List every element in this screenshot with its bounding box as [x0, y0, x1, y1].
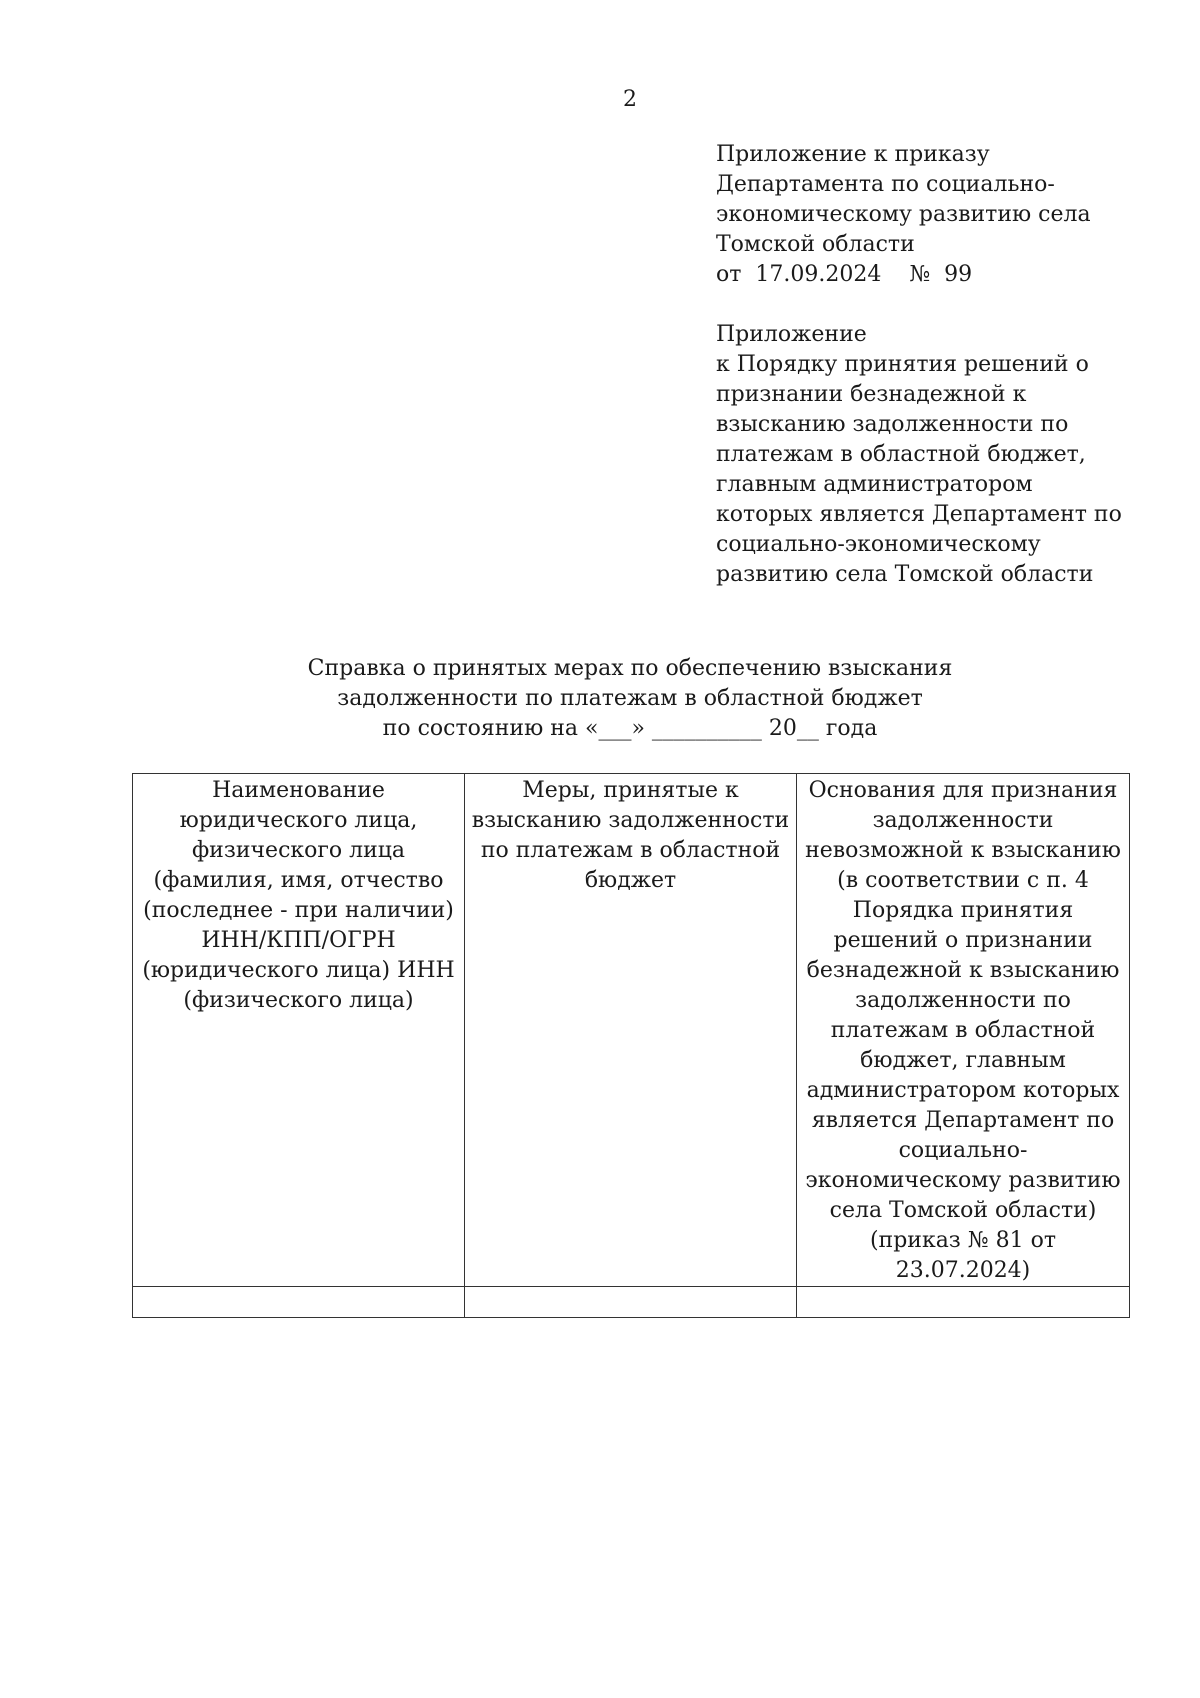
header-line: взысканию задолженности [471, 808, 790, 833]
title-line: задолженности по платежам в областной бюджет [337, 686, 923, 711]
procedure-line: платежам в областной бюджет, [716, 442, 1086, 467]
table-cell-measures [465, 1287, 797, 1318]
header-line: администратором которых [806, 1078, 1120, 1103]
procedure-line: социально-экономическому [716, 532, 1041, 557]
header-line: является Департамент по [811, 1108, 1115, 1133]
procedure-line: которых является Департамент по [716, 502, 1122, 527]
header-line: села Томской области) [829, 1198, 1097, 1223]
header-line: платежам в областной [830, 1018, 1096, 1043]
header-line: (юридического лица) ИНН [142, 958, 455, 983]
header-line: Порядка принятия [852, 898, 1074, 923]
header-line: ИНН/КПП/ОГРН [201, 928, 396, 953]
header-line: юридического лица, [179, 808, 418, 833]
header-line: бюджет, главным [860, 1048, 1066, 1073]
header-line: (последнее - при наличии) [143, 898, 454, 923]
order-line: Приложение к приказу [716, 142, 990, 167]
order-line: экономическому развитию села [716, 202, 1091, 227]
table-row [133, 1287, 1130, 1318]
header-line: задолженности [872, 808, 1054, 833]
header-line: (приказ № 81 от [869, 1228, 1057, 1253]
header-cell-grounds [797, 774, 1130, 1287]
header-line: задолженности по [855, 988, 1071, 1013]
header-line: Меры, принятые к [522, 778, 739, 803]
title-line: Справка о принятых мерах по обеспечению взыскания [307, 656, 953, 681]
header-line: Основания для признания [808, 778, 1118, 803]
procedure-line: главным администратором [716, 472, 1033, 497]
header-line: Наименование [212, 778, 385, 803]
header-line: невозможной к взысканию [805, 838, 1121, 863]
header-line: экономическому развитию [805, 1168, 1121, 1193]
header-line: по платежам в областной [480, 838, 781, 863]
order-line: Департамента по социально- [716, 172, 1055, 197]
header-line: 23.07.2024) [895, 1258, 1031, 1283]
procedure-line: развитию села Томской области [716, 562, 1094, 587]
procedure-line: к Порядку принятия решений о [716, 352, 1089, 377]
table-header-row [133, 774, 1130, 1287]
title-date-line: по состоянию на «___» __________ 20__ года [382, 716, 878, 741]
procedure-line: признании безнадежной к [716, 382, 1027, 407]
table-cell-entity [133, 1287, 465, 1318]
header-line: (физического лица) [183, 988, 414, 1013]
header-line: бюджет [584, 868, 677, 893]
order-date-number-line: от 17.09.2024 № 99 [716, 262, 973, 287]
table-cell-grounds [797, 1287, 1130, 1318]
procedure-line: взысканию задолженности по [716, 412, 1069, 437]
header-line: физического лица [191, 838, 406, 863]
procedure-line: Приложение [716, 322, 867, 347]
order-line: Томской области [716, 232, 915, 257]
header-cell-entity [133, 774, 465, 1287]
order-appendix-block [716, 140, 1156, 290]
procedure-appendix-block [716, 320, 1156, 590]
document-title [250, 654, 1010, 744]
header-line: решений о признании [833, 928, 1093, 953]
header-cell-measures [465, 774, 797, 1287]
page-number: 2 [623, 87, 637, 112]
header-line: (фамилия, имя, отчество [153, 868, 444, 893]
header-line: социально- [898, 1138, 1028, 1163]
header-line: (в соответствии с п. 4 [837, 868, 1089, 893]
header-line: безнадежной к взысканию [806, 958, 1120, 983]
measures-table [132, 773, 1130, 1318]
